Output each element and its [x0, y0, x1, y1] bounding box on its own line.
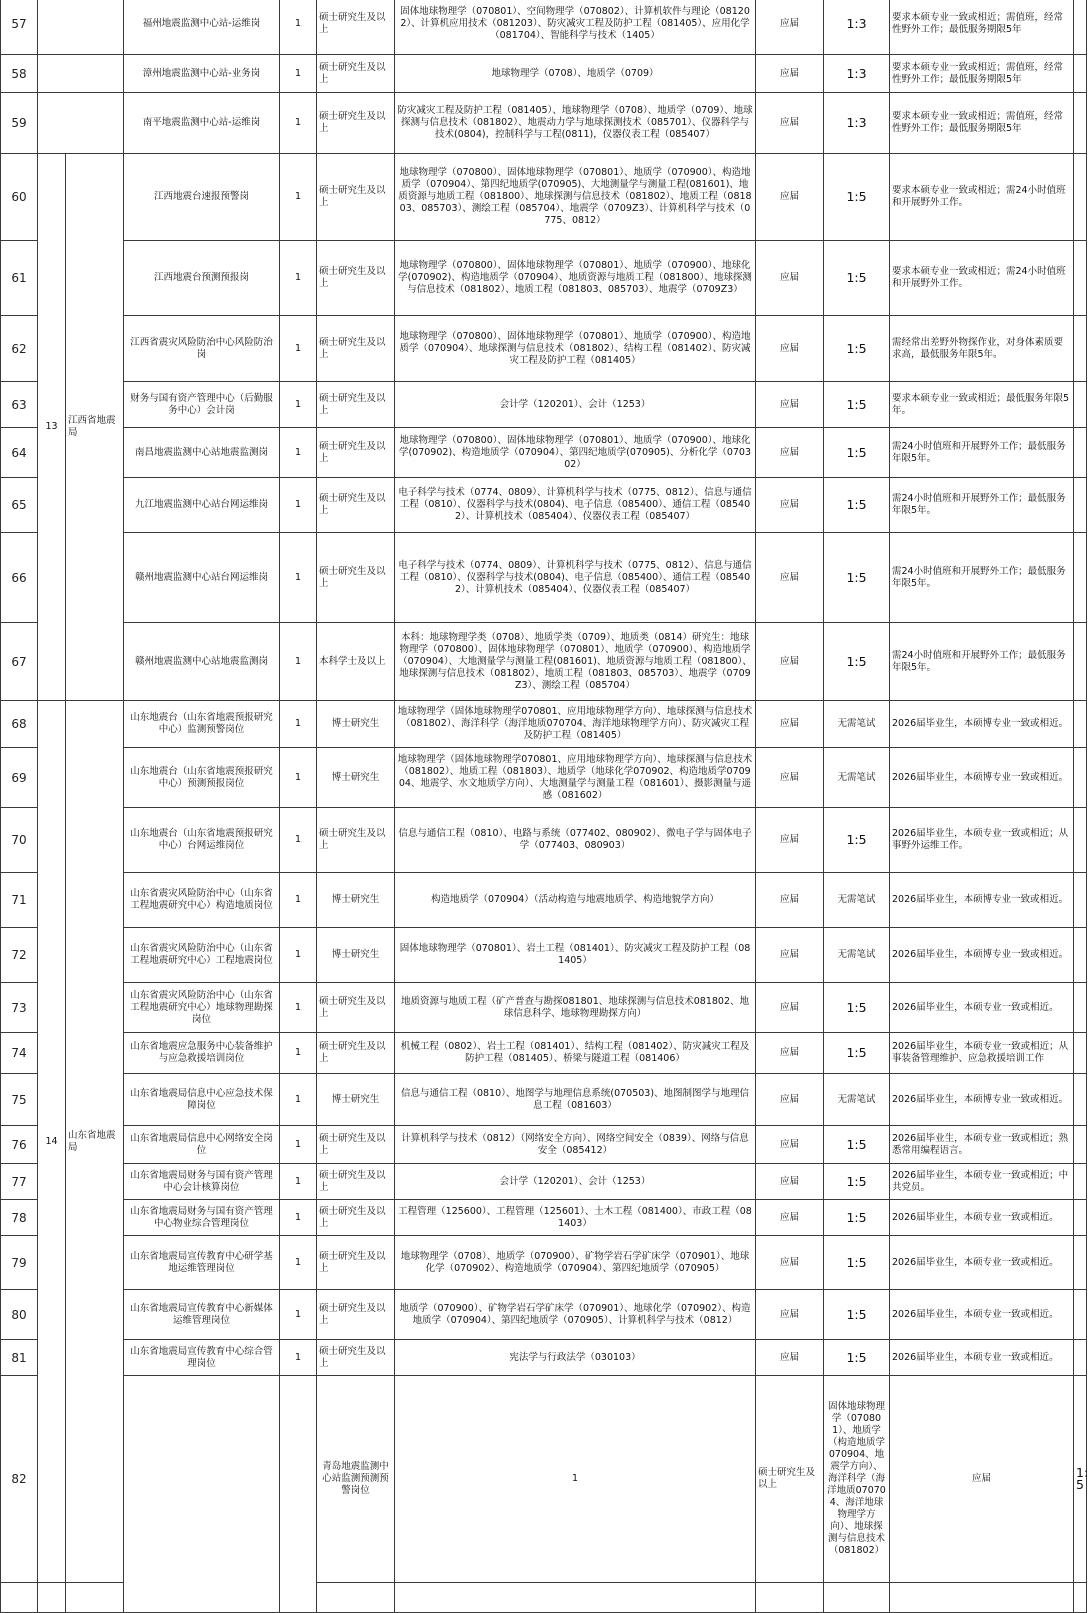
- group-continued-cell: [38, 0, 124, 55]
- edge-cell: [1074, 623, 1087, 701]
- headcount: 1: [280, 55, 317, 93]
- major-requirement: 地球物理学（070800）、固体地球物理学（070801）、地质学（070900）、地球化学(070902)、构造地质学（070904）、地质资源与地质工程（081800）、地球探测与信息技术（081802）、地质工程（081803、085703）、地震学（0709Z3）: [395, 241, 756, 316]
- candidate-type: 应届: [756, 154, 824, 241]
- remarks: 要求本硕专业一致或相近；需值班，经常性野外工作；最低服务期限5年: [890, 0, 1074, 55]
- row-number: 65: [1, 478, 38, 533]
- table-row: [1, 1033, 1087, 1074]
- candidate-type: 应届: [756, 1200, 824, 1236]
- remarks: 要求本硕专业一致或相近；需值班，经常性野外工作；最低服务期限5年: [890, 55, 1074, 93]
- education: 硕士研究生及以上: [317, 154, 395, 241]
- row-number: 61: [1, 241, 38, 316]
- candidate-type: 应届: [756, 1236, 824, 1290]
- edge-cell: [1074, 478, 1087, 533]
- education: 博士研究生: [317, 873, 395, 928]
- remarks: 需24小时值班和开展野外工作；最低服务年限5年。: [890, 533, 1074, 623]
- post-name: 山东省地震局信息中心网络安全岗位: [124, 1126, 280, 1164]
- interview-ratio: 1:5: [824, 241, 890, 316]
- candidate-type: 应届: [756, 478, 824, 533]
- education: 硕士研究生及以上: [317, 1236, 395, 1290]
- unit-name: 江西省地震局: [66, 154, 124, 701]
- remarks: 需24小时值班和开展野外工作；最低服务年限5年。: [890, 478, 1074, 533]
- education: 硕士研究生及以上: [317, 241, 395, 316]
- edge-cell: [1074, 0, 1087, 55]
- interview-ratio: 1:5: [824, 1164, 890, 1200]
- headcount: 1: [280, 701, 317, 748]
- post-name-cut: [38, 1583, 66, 1613]
- education: 博士研究生: [317, 748, 395, 808]
- remarks: 需经常出差野外物探作业，对身体素质要求高，最低服务年限5年。: [890, 316, 1074, 382]
- candidate-type: 应届: [756, 533, 824, 623]
- major-requirement: 地球物理学（070800）、固体地球物理学（070801）、地质学（070900）、地球化学(070902)、构造地质学（070904）、第四纪地质学(070905)、分析化学（070302）: [395, 428, 756, 478]
- interview-ratio: 1:5: [824, 382, 890, 428]
- headcount: 1: [280, 316, 317, 382]
- table-row: [1, 533, 1087, 623]
- post-name: 山东省震灾风险防治中心（山东省工程地震研究中心）工程地震岗位: [124, 928, 280, 983]
- major-requirement: 防灾减灾工程及防护工程（081405）、地球物理学（0708）、地质学（0709）、地球探测与信息技术（081802）、地震动力学与地球探测技术（085701）、仪器科学与技术(0804)，控制科学与工程(0811)，仪器仪表工程（085407）: [395, 93, 756, 154]
- interview-ratio: 1:5: [824, 478, 890, 533]
- row-number: 67: [1, 623, 38, 701]
- row-number: 71: [1, 873, 38, 928]
- major-requirement: 地球物理学（070800）、固体地球物理学（070801）、地质学（070900）、构造地质学（070904）、地球探测与信息技术（081802）、结构工程（081402）、防灾减灾工程及防护工程（081405）: [395, 316, 756, 382]
- candidate-type: 应届: [756, 873, 824, 928]
- post-name: 山东省地震应急服务中心装备维护与应急救援培训岗位: [124, 1033, 280, 1074]
- unit-name-next: [280, 1376, 317, 1613]
- headcount: 1: [280, 928, 317, 983]
- headcount: 1: [280, 154, 317, 241]
- education-cut: [317, 1583, 395, 1613]
- interview-ratio: 无需笔试: [824, 748, 890, 808]
- interview-ratio: 无需笔试: [824, 1074, 890, 1126]
- education: 硕士研究生及以上: [317, 55, 395, 93]
- unit-seq-next: [124, 1376, 280, 1613]
- education: 硕士研究生及以上: [317, 1340, 395, 1376]
- edge-cell: [1074, 1164, 1087, 1200]
- education: 硕士研究生及以上: [317, 1033, 395, 1074]
- interview-ratio: 1:5: [824, 1200, 890, 1236]
- row-number: 73: [1, 983, 38, 1033]
- education: 硕士研究生及以上: [317, 808, 395, 873]
- group-continued-cell: [38, 93, 124, 154]
- remarks: 2026届毕业生，本硕博专业一致或相近。: [890, 873, 1074, 928]
- education: 本科学士及以上: [317, 623, 395, 701]
- edge-cell: [1074, 382, 1087, 428]
- table-row: [1, 428, 1087, 478]
- major-requirement: 工程管理（125600）、工程管理（125601）、土木工程（081400）、市政工程（081403）: [395, 1200, 756, 1236]
- post-name: 山东地震台（山东省地震预报研究中心）台网运维岗位: [124, 808, 280, 873]
- remarks: 2026届毕业生，本硕专业一致或相近。: [890, 1200, 1074, 1236]
- headcount: 1: [280, 478, 317, 533]
- edge-cell: [1074, 93, 1087, 154]
- table-row: [1, 478, 1087, 533]
- interview-ratio: 1:5: [824, 983, 890, 1033]
- candidate-type: 应届: [756, 0, 824, 55]
- unit-name: 山东省地震局: [66, 701, 124, 1583]
- remarks: 2026届毕业生，本硕专业一致或相近。: [890, 1236, 1074, 1290]
- unit-seq: 14: [38, 701, 66, 1583]
- major-requirement: 计算机科学与技术（0812）（网络安全方向）、网络空间安全（0839）、网络与信息安全（085412）: [395, 1126, 756, 1164]
- row-number: 75: [1, 1074, 38, 1126]
- row-number: 78: [1, 1200, 38, 1236]
- remarks: 2026届毕业生，本硕博专业一致或相近。: [890, 928, 1074, 983]
- row-number: 72: [1, 928, 38, 983]
- education: 硕士研究生及以上: [317, 0, 395, 55]
- table-row: [1, 0, 1087, 55]
- edge-cell: [1074, 983, 1087, 1033]
- major-requirement: 地球物理学（固体地球物理学070801、应用地球物理学方向）、地球探测与信息技术（081802）、地质工程（081803）、地质学（地球化学070902、构造地质学070904、地震学、水文地质学方向）、大地测量学与测量工程（081601）、摄影测量与遥感（081602）: [395, 748, 756, 808]
- remarks: 2026届毕业生，本硕博专业一致或相近。: [890, 1074, 1074, 1126]
- ratio-cut: [824, 1583, 890, 1613]
- headcount: 1: [280, 1340, 317, 1376]
- row-number: 57: [1, 0, 38, 55]
- headcount: 1: [280, 1290, 317, 1340]
- headcount: 1: [280, 873, 317, 928]
- row-number: 69: [1, 748, 38, 808]
- interview-ratio: 1:3: [824, 93, 890, 154]
- education: 硕士研究生及以上: [317, 428, 395, 478]
- interview-ratio: 1:5: [824, 533, 890, 623]
- headcount: 1: [280, 428, 317, 478]
- remarks: 2026届毕业生，本硕专业一致或相近。: [890, 1340, 1074, 1376]
- post-name: 财务与国有资产管理中心（后勤服务中心）会计岗: [124, 382, 280, 428]
- candidate-type: 应届: [756, 701, 824, 748]
- edge-cell: [1074, 928, 1087, 983]
- table-row: [1, 1074, 1087, 1126]
- major-requirement: 会计学（120201）、会计（1253）: [395, 382, 756, 428]
- candidate-type: 应届: [756, 748, 824, 808]
- headcount: 1: [280, 748, 317, 808]
- edge-cell: [1074, 1340, 1087, 1376]
- remarks: 2026届毕业生，本硕专业一致或相近；中共党员。: [890, 1164, 1074, 1200]
- major-cut: [395, 1583, 756, 1613]
- candidate-type: 应届: [756, 983, 824, 1033]
- education: 硕士研究生及以上: [317, 316, 395, 382]
- edge-cell: [1074, 873, 1087, 928]
- row-number: 82: [1, 1376, 38, 1583]
- post-name: 福州地震监测中心站-运维岗: [124, 0, 280, 55]
- post-name: 山东省地震局宣传教育中心新媒体运维管理岗位: [124, 1290, 280, 1340]
- remarks: 2026届毕业生，本硕专业一致或相近；从事装备管理维护、应急救援培训工作: [890, 1033, 1074, 1074]
- edge-cell: [1074, 428, 1087, 478]
- remarks: 2026届毕业生，本硕专业一致或相近；熟悉常用编程语言。: [890, 1126, 1074, 1164]
- education: 硕士研究生及以上: [317, 1200, 395, 1236]
- education: 博士研究生: [317, 928, 395, 983]
- row-number: 74: [1, 1033, 38, 1074]
- table-row: [1, 983, 1087, 1033]
- remarks: 2026届毕业生，本硕专业一致或相近；从事野外运维工作。: [890, 808, 1074, 873]
- interview-ratio: 1:5: [824, 1340, 890, 1376]
- headcount-cut: [66, 1583, 124, 1613]
- candidate-type: 应届: [756, 316, 824, 382]
- education: 博士研究生: [317, 701, 395, 748]
- table-row: [1, 808, 1087, 873]
- remarks: 2026届毕业生，本硕专业一致或相近。: [890, 1290, 1074, 1340]
- row-number: 79: [1, 1236, 38, 1290]
- post-name: 山东省地震局财务与国有资产管理中心物业综合管理岗位: [124, 1200, 280, 1236]
- education: 硕士研究生及以上: [317, 382, 395, 428]
- row-number: 70: [1, 808, 38, 873]
- type-cut: [756, 1583, 824, 1613]
- headcount: 1: [280, 623, 317, 701]
- row-number: 66: [1, 533, 38, 623]
- candidate-type: 应届: [756, 808, 824, 873]
- major-requirement: 地球物理学（070800）、固体地球物理学（070801）、地质学（070900）、构造地质学（070904）、第四纪地质学(070905)、大地测量学与测量工程(081601)、地质资源与地质工程（081800）、地球探测与信息技术（081802）、地质工程（081803、085703）、测绘工程（085704）、地震学（0709Z3）、计算机科学与技术（0775、0812）: [395, 154, 756, 241]
- interview-ratio: 无需笔试: [824, 928, 890, 983]
- edge-cell: [1074, 55, 1087, 93]
- interview-ratio: 1:5: [824, 154, 890, 241]
- row-number: 63: [1, 382, 38, 428]
- edge-cell: [1074, 808, 1087, 873]
- edge-cell: [1074, 1074, 1087, 1126]
- interview-ratio: 1:5: [824, 428, 890, 478]
- row-number: 59: [1, 93, 38, 154]
- candidate-type: 应届: [756, 428, 824, 478]
- major-requirement: 地球物理学（0708）、地质学（0709）: [395, 55, 756, 93]
- edge-cell: [1074, 154, 1087, 241]
- candidate-type: 应届: [756, 1164, 824, 1200]
- table-row: [1, 154, 1087, 241]
- headcount: 1: [280, 382, 317, 428]
- table-row: [1, 873, 1087, 928]
- row-number: 77: [1, 1164, 38, 1200]
- row-number: 80: [1, 1290, 38, 1340]
- headcount: 1: [280, 0, 317, 55]
- interview-ratio: 无需笔试: [824, 701, 890, 748]
- remarks: 要求本硕专业一致或相近；需值班，经常性野外工作；最低服务期限5年: [890, 93, 1074, 154]
- edge-cell: [1074, 1290, 1087, 1340]
- headcount: 1: [280, 1126, 317, 1164]
- post-name: 江西地震台预测预报岗: [124, 241, 280, 316]
- education: 硕士研究生及以上: [317, 533, 395, 623]
- post-name: 江西省震灾风险防治中心风险防治岗: [124, 316, 280, 382]
- remarks: 要求本硕专业一致或相近；需24小时值班和开展野外工作。: [890, 154, 1074, 241]
- major-requirement: 构造地质学（070904）（活动构造与地震地质学、构造地貌学方向）: [395, 873, 756, 928]
- interview-ratio: 1:3: [824, 55, 890, 93]
- table-row: [1, 241, 1087, 316]
- remarks: 2026届毕业生，本硕博专业一致或相近。: [890, 701, 1074, 748]
- table-row: [1, 1126, 1087, 1164]
- candidate-type: 应届: [756, 93, 824, 154]
- post-name: 山东省地震局信息中心应急技术保障岗位: [124, 1074, 280, 1126]
- interview-ratio: 1:5: [824, 316, 890, 382]
- interview-ratio: 1:5: [824, 1126, 890, 1164]
- headcount: 1: [280, 1074, 317, 1126]
- table-row: [1, 748, 1087, 808]
- row-number: 58: [1, 55, 38, 93]
- remarks-cut: [890, 1583, 1074, 1613]
- headcount: 1: [280, 1236, 317, 1290]
- row-number: 60: [1, 154, 38, 241]
- interview-ratio: 1:5: [824, 808, 890, 873]
- education: 硕士研究生及以上: [317, 1290, 395, 1340]
- education: 硕士研究生及以上: [317, 93, 395, 154]
- edge-cell: [1074, 241, 1087, 316]
- headcount: 1: [395, 1376, 756, 1583]
- row-number-cut: [1, 1583, 38, 1613]
- candidate-type: 应届: [890, 1376, 1074, 1583]
- row-number: 81: [1, 1340, 38, 1376]
- major-requirement: 固体地球物理学（070801）、岩土工程（081401）、防灾减灾工程及防护工程（081405）: [395, 928, 756, 983]
- post-name: 山东省地震局财务与国有资产管理中心会计核算岗位: [124, 1164, 280, 1200]
- table-row: [1, 316, 1087, 382]
- post-name: 山东地震台（山东省地震预报研究中心）监测预警岗位: [124, 701, 280, 748]
- candidate-type: 应届: [756, 1033, 824, 1074]
- table-row: [1, 382, 1087, 428]
- post-name: 赣州地震监测中心站台网运维岗: [124, 533, 280, 623]
- edge-cell: [1074, 316, 1087, 382]
- major-requirement: 固体地球物理学（070801）、空间物理学（070802）、计算机软件与理论（081202）、计算机应用技术（081203）、防灾减灾工程及防护工程（081405）、应用化学（081704）、智能科学与技术（1405）: [395, 0, 756, 55]
- education: 博士研究生: [317, 1074, 395, 1126]
- post-name: 南平地震监测中心站-运维岗: [124, 93, 280, 154]
- remarks: 2026届毕业生，本硕博专业一致或相近。: [890, 748, 1074, 808]
- headcount: 1: [280, 1200, 317, 1236]
- table-row: [1, 701, 1087, 748]
- post-name: 漳州地震监测中心站-业务岗: [124, 55, 280, 93]
- headcount: 1: [280, 241, 317, 316]
- major-requirement: 会计学（120201）、会计（1253）: [395, 1164, 756, 1200]
- post-name: 山东省震灾风险防治中心（山东省工程地震研究中心）地球物理勘探岗位: [124, 983, 280, 1033]
- remarks: 需24小时值班和开展野外工作；最低服务年限5年。: [890, 428, 1074, 478]
- table-row: [1, 1236, 1087, 1290]
- post-name: 山东省地震局宣传教育中心综合管理岗位: [124, 1340, 280, 1376]
- headcount: 1: [280, 983, 317, 1033]
- interview-ratio: 1:3: [824, 0, 890, 55]
- interview-ratio: 1:5: [824, 1236, 890, 1290]
- edge-cell: [1074, 1126, 1087, 1164]
- headcount: 1: [280, 1033, 317, 1074]
- candidate-type: 应届: [756, 55, 824, 93]
- edge-cell: [1074, 533, 1087, 623]
- table-row: [1, 93, 1087, 154]
- major-requirement: 地球物理学（固体地球物理学070801、应用地球物理学方向）、地球探测与信息技术（081802）、海洋科学（海洋地质070704、海洋地球物理学方向）、防灾减灾工程及防护工程（081405）: [395, 701, 756, 748]
- remarks: 要求本硕专业一致或相近；最低服务年限5年。: [890, 382, 1074, 428]
- candidate-type: 应届: [756, 1290, 824, 1340]
- candidate-type: 应届: [756, 928, 824, 983]
- remarks: 2026届毕业生，本硕专业一致或相近。: [890, 983, 1074, 1033]
- edge-cell: [1074, 748, 1087, 808]
- table-row: [1, 1376, 1087, 1583]
- candidate-type: 应届: [756, 1340, 824, 1376]
- edge-cell: [1074, 1236, 1087, 1290]
- major-requirement: 地球物理学（0708）、地质学（070900）、矿物学岩石学矿床学（070901）、地球化学（070902）、构造地质学（070904）、第四纪地质学（070905）: [395, 1236, 756, 1290]
- major-requirement: 地质学（070900）、矿物学岩石学矿床学（070901）、地球化学（070902）、构造地质学（070904）、第四纪地质学（070905）、计算机科学与技术（0812）: [395, 1290, 756, 1340]
- edge-cell: [1074, 701, 1087, 748]
- interview-ratio: 无需笔试: [824, 873, 890, 928]
- major-requirement: 宪法学与行政法学（030103）: [395, 1340, 756, 1376]
- post-name: 江西地震台速报预警岗: [124, 154, 280, 241]
- row-number: 68: [1, 701, 38, 748]
- interview-ratio: 1:5: [824, 623, 890, 701]
- major-requirement: 本科：地球物理学类（0708）、地质学类（0709）、地质类（0814）研究生：地球物理学（070800）、固体地球物理学（070801）、地质学（070900）、构造地质学（070904）、大地测量学与测量工程(081601)、地质资源与地质工程（081800）、地球探测与信息技术（081802）、地质工程（081803、085703）、地震学（0709Z3）、测绘工程（085704）: [395, 623, 756, 701]
- headcount: 1: [280, 1164, 317, 1200]
- post-name: 青岛地震监测中心站监测预测预警岗位: [317, 1376, 395, 1583]
- post-name: 赣州地震监测中心站地震监测岗: [124, 623, 280, 701]
- table-row: [1, 1164, 1087, 1200]
- remarks: 需24小时值班和开展野外工作；最低服务年限5年。: [890, 623, 1074, 701]
- major-requirement: 机械工程（0802）、岩土工程（081401）、结构工程（081402）、防灾减灾工程及防护工程（081405）、桥梁与隧道工程（081406）: [395, 1033, 756, 1074]
- row-number: 64: [1, 428, 38, 478]
- candidate-type: 应届: [756, 623, 824, 701]
- edge-cell: [1074, 1583, 1087, 1613]
- education: 硕士研究生及以上: [317, 1126, 395, 1164]
- unit-seq: 13: [38, 154, 66, 701]
- interview-ratio: 1:5: [824, 1033, 890, 1074]
- post-name: 山东地震台（山东省地震预报研究中心）预测预报岗位: [124, 748, 280, 808]
- edge-cell: [1074, 1033, 1087, 1074]
- row-number: 76: [1, 1126, 38, 1164]
- table-row: [1, 623, 1087, 701]
- education: 硕士研究生及以上: [317, 1164, 395, 1200]
- headcount: 1: [280, 808, 317, 873]
- candidate-type: 应届: [756, 382, 824, 428]
- major-requirement: 固体地球物理学（070801）、地质学（构造地质学070904、地震学方向）、海洋科学（海洋地质070704、海洋地球物理学方向）、地球探测与信息技术（081802）: [824, 1376, 890, 1583]
- education: 硕士研究生及以上: [317, 478, 395, 533]
- table-row: [1, 55, 1087, 93]
- table-row: [1, 1200, 1087, 1236]
- major-requirement: 信息与通信工程（0810）、电路与系统（077402、080902）、微电子学与固体电子学（077403、080903）: [395, 808, 756, 873]
- post-name: 山东省地震局宣传教育中心研学基地运维管理岗位: [124, 1236, 280, 1290]
- post-name: 南昌地震监测中心站地震监测岗: [124, 428, 280, 478]
- major-requirement: 信息与通信工程（0810）、地图学与地理信息系统(070503)、地图制图学与地理信息工程（081603）: [395, 1074, 756, 1126]
- edge-cell: [1074, 1200, 1087, 1236]
- education: 硕士研究生及以上: [317, 983, 395, 1033]
- group-continued-cell: [38, 55, 124, 93]
- candidate-type: 应届: [756, 1126, 824, 1164]
- major-requirement: 地质资源与地质工程（矿产普查与勘探081801、地球探测与信息技术081802、地球信息科学、地球物理勘探方向）: [395, 983, 756, 1033]
- major-requirement: 电子科学与技术（0774、0809）、计算机科学与技术（0775、0812）、信息与通信工程（0810）、仪器科学与技术(0804)、电子信息（085400）、通信工程（085402）、计算机技术（085404）、仪器仪表工程（085407）: [395, 478, 756, 533]
- candidate-type: 应届: [756, 1074, 824, 1126]
- candidate-type: 应届: [756, 241, 824, 316]
- headcount: 1: [280, 533, 317, 623]
- row-number: 62: [1, 316, 38, 382]
- post-name: 九江地震监测中心站台网运维岗: [124, 478, 280, 533]
- post-name: 山东省震灾风险防治中心（山东省工程地震研究中心）构造地质岗位: [124, 873, 280, 928]
- interview-ratio: 1:5: [824, 1290, 890, 1340]
- education: 硕士研究生及以上: [756, 1376, 824, 1583]
- table-row: [1, 928, 1087, 983]
- headcount: 1: [280, 93, 317, 154]
- interview-ratio: 1:5: [1074, 1376, 1087, 1583]
- major-requirement: 电子科学与技术（0774、0809）、计算机科学与技术（0775、0812）、信息与通信工程（0810）、仪器科学与技术(0804)、电子信息（085400）、通信工程（085402）、计算机技术（085404）、仪器仪表工程（085407）: [395, 533, 756, 623]
- table-row: [1, 1340, 1087, 1376]
- table-row: [1, 1290, 1087, 1340]
- remarks: 要求本硕专业一致或相近；需24小时值班和开展野外工作。: [890, 241, 1074, 316]
